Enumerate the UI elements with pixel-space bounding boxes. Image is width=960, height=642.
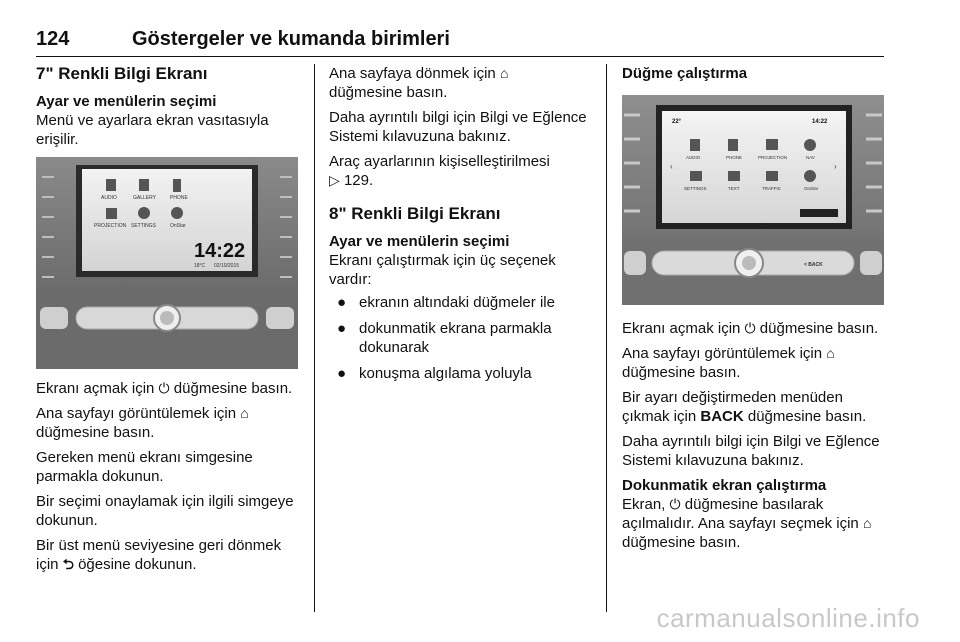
display-8inch-photo xyxy=(622,95,884,305)
touch-instruction: Ekran, ⏻ düğmesine basılarak açılmalıdır. Ana sayfayı seçmek için ⌂ düğmesine basın. xyxy=(622,496,872,551)
page-reference-icon: ▷ xyxy=(329,172,340,188)
personalization-ref: Araç ayarlarının kişiselleştirilmesi ▷ 129. xyxy=(329,153,550,189)
home-icon: ⌂ xyxy=(499,65,509,81)
back-instruction: Bir ayarı değiştirmeden menüden çıkmak için BACK düğmesine basın. xyxy=(622,389,867,425)
svg-text:‹: ‹ xyxy=(670,162,673,171)
list-item: ● ekranın altındaki düğmeler ile xyxy=(337,294,555,311)
home-icon: ⌂ xyxy=(862,515,872,531)
section-heading-8inch: 8" Renkli Bilgi Ekranı xyxy=(329,204,501,223)
column-divider xyxy=(314,64,315,612)
home-return-instruction: Ana sayfaya dönmek için ⌂ düğmesine basın. xyxy=(329,65,509,101)
home-instruction: Ana sayfayı görüntülemek için ⌂ düğmesine basın. xyxy=(622,345,835,381)
icon-label: PHONE xyxy=(726,155,743,160)
options-list xyxy=(329,293,591,383)
column-divider xyxy=(606,64,607,612)
home-icon: ⌂ xyxy=(826,345,835,361)
watermark: carmanualsonline.info xyxy=(656,603,920,633)
icon-label: PHONE xyxy=(170,195,188,201)
power-instruction: Ekranı açmak için ⏻ düğmesine basın. xyxy=(36,380,293,397)
back-label: BACK xyxy=(700,408,744,425)
icon-label: OnStar xyxy=(170,223,186,229)
column-1 xyxy=(36,64,298,580)
list-item: ● konuşma algılama yoluyla xyxy=(337,365,532,382)
display-7inch-photo xyxy=(36,157,298,369)
back-instruction: Bir üst menü seviyesine geri dönmek için ⮌ öğesine dokunun. xyxy=(36,537,282,573)
more-info-text: Daha ayrıntılı bilgi için Bilgi ve Eğlence Sistemi kılavuzuna bakınız. xyxy=(329,109,587,145)
page-header xyxy=(36,26,884,57)
column-3 xyxy=(622,64,884,558)
date-display: 02/10/2015 xyxy=(214,263,240,269)
menu-instruction: Gereken menü ekranı simgesine parmakla dokunun. xyxy=(36,449,253,485)
temp-display: 22° xyxy=(672,119,682,125)
temp-display: 18°C xyxy=(194,263,206,269)
icon-label: TEXT xyxy=(728,186,740,191)
icon-label: OnStar xyxy=(804,186,819,191)
home-instruction: Ana sayfayı görüntülemek için ⌂ düğmesine basın. xyxy=(36,405,249,441)
icon-label: AUDIO xyxy=(686,155,701,160)
page-number: 124 xyxy=(36,28,70,50)
intro-text: Menü ve ayarlara ekran vasıtasıyla erişilir. xyxy=(36,112,269,148)
list-item: ● dokunmatik ekrana parmakla dokunarak xyxy=(337,320,552,356)
subheading-selection: Ayar ve menülerin seçimi xyxy=(329,233,510,250)
icon-label: GALLERY xyxy=(133,195,156,201)
subheading-button-operation: Düğme çalıştırma xyxy=(622,65,748,82)
svg-text:›: › xyxy=(834,162,837,171)
more-info-text: Daha ayrıntılı bilgi için Bilgi ve Eğlence Sistemi kılavuzuna bakınız. xyxy=(622,433,880,469)
power-icon: ⏻ xyxy=(158,380,170,396)
page-title: Göstergeler ve kumanda birimleri xyxy=(132,28,450,50)
power-icon: ⏻ xyxy=(744,320,756,336)
confirm-instruction: Bir seçimi onaylamak için ilgili simgeye dokunun. xyxy=(36,493,294,529)
clock-display: 14:22 xyxy=(194,240,246,262)
subheading-selection: Ayar ve menülerin seçimi xyxy=(36,93,217,110)
icon-label: AUDIO xyxy=(101,195,117,201)
power-icon: ⏻ xyxy=(669,496,681,512)
icon-label: PROJECTION xyxy=(94,223,127,229)
intro-text: Ekranı çalıştırmak için üç seçenek vardır: xyxy=(329,252,556,288)
subheading-touch-operation: Dokunmatik ekran çalıştırma xyxy=(622,477,827,494)
back-arrow-icon: ⮌ xyxy=(62,556,74,572)
icon-label: SETTINGS xyxy=(684,186,707,191)
home-icon: ⌂ xyxy=(240,405,249,421)
section-heading-7inch: 7" Renkli Bilgi Ekranı xyxy=(36,64,208,83)
power-instruction: Ekranı açmak için ⏻ düğmesine basın. xyxy=(622,320,879,337)
icon-label: PROJECTION xyxy=(758,155,788,160)
clock-display: 14:22 xyxy=(812,119,828,125)
back-button-label: < BACK xyxy=(804,262,823,268)
icon-label: SETTINGS xyxy=(131,223,157,229)
column-2 xyxy=(329,64,591,390)
icon-label: NAV xyxy=(806,155,815,160)
icon-label: TRAFFIC xyxy=(762,186,781,191)
